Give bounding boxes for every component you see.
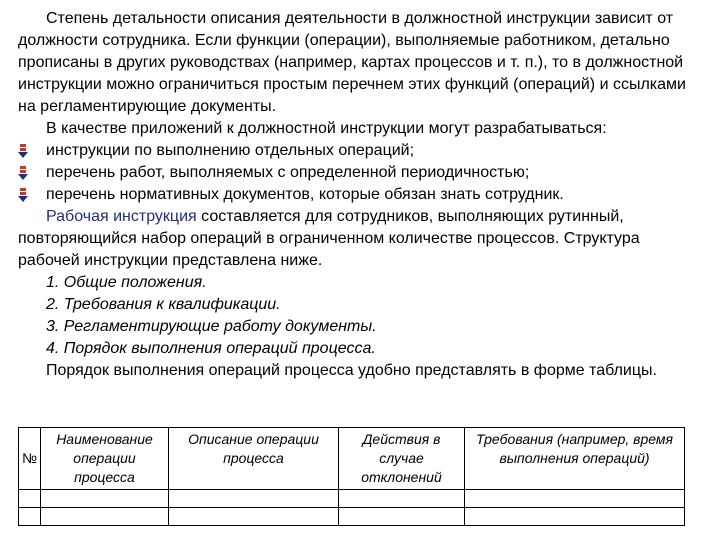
table-cell [169,508,339,526]
table-row [19,508,685,526]
numbered-item: 3. Регламентирующие работу документы. [46,318,377,335]
table-cell [41,508,169,526]
table-header-operation-description: Описание операции процесса [169,428,339,490]
table-row [19,490,685,508]
table-cell [169,490,339,508]
list-item-text: перечень работ, выполняемых с определенной периодичностью; [46,164,530,181]
list-item [18,162,688,184]
paragraph-work-instruction-text: составляется для сотрудников, выполняющих рутинный, повторяющийся набор операций в ограниченном количестве процессов. Структура рабочей инструкции представлена ниже. [18,208,640,269]
list-item-text: инструкции по выполнению отдельных операций; [46,142,415,159]
numbered-item: 4. Порядок выполнения операций процесса. [46,340,376,357]
process-table [18,427,685,526]
term-work-instruction: Рабочая инструкция [46,208,197,225]
arrow-down-bullet-icon [18,188,46,202]
table-header-number: № [19,428,41,490]
table-header-deviation-actions: Действия в случае отклонений [339,428,465,490]
table-cell [41,490,169,508]
numbered-item: 2. Требования к квалификации. [46,296,281,313]
arrow-down-bullet-icon [18,144,46,158]
paragraph-intro: Степень детальности описания деятельности в должностной инструкции зависит от должности сотрудника. Если функции (операции), выполняемые работником, детально прописаны в других руководствах (например, картах процессов и т. п.), то в должностной инструкции можно ограничиться простым перечнем этих функций (операций) и ссылками на регламентирующие документы. [18,10,686,115]
table-cell [19,490,41,508]
table-header-requirements: Требования (например, время выполнения операций) [465,428,685,490]
table-cell [339,490,465,508]
paragraph-table-intro: Порядок выполнения операций процесса удобно представлять в форме таблицы. [46,362,657,379]
table-cell [339,508,465,526]
table-header-row [19,428,685,490]
list-item [18,184,688,206]
table-header-operation-name: Наименование операции процесса [41,428,169,490]
arrow-down-bullet-icon [18,166,46,180]
paragraph-work-instruction [18,206,688,272]
bullet-list [18,140,688,206]
list-item [18,140,688,162]
table-cell [19,508,41,526]
numbered-list [18,272,688,360]
list-item-text: перечень нормативных документов, которые обязан знать сотрудник. [46,186,564,203]
table-cell [465,490,685,508]
paragraph-appendices: В качестве приложений к должностной инструкции могут разрабатываться: [46,120,607,137]
document-body [18,8,688,382]
table-cell [465,508,685,526]
numbered-item: 1. Общие положения. [46,274,207,291]
